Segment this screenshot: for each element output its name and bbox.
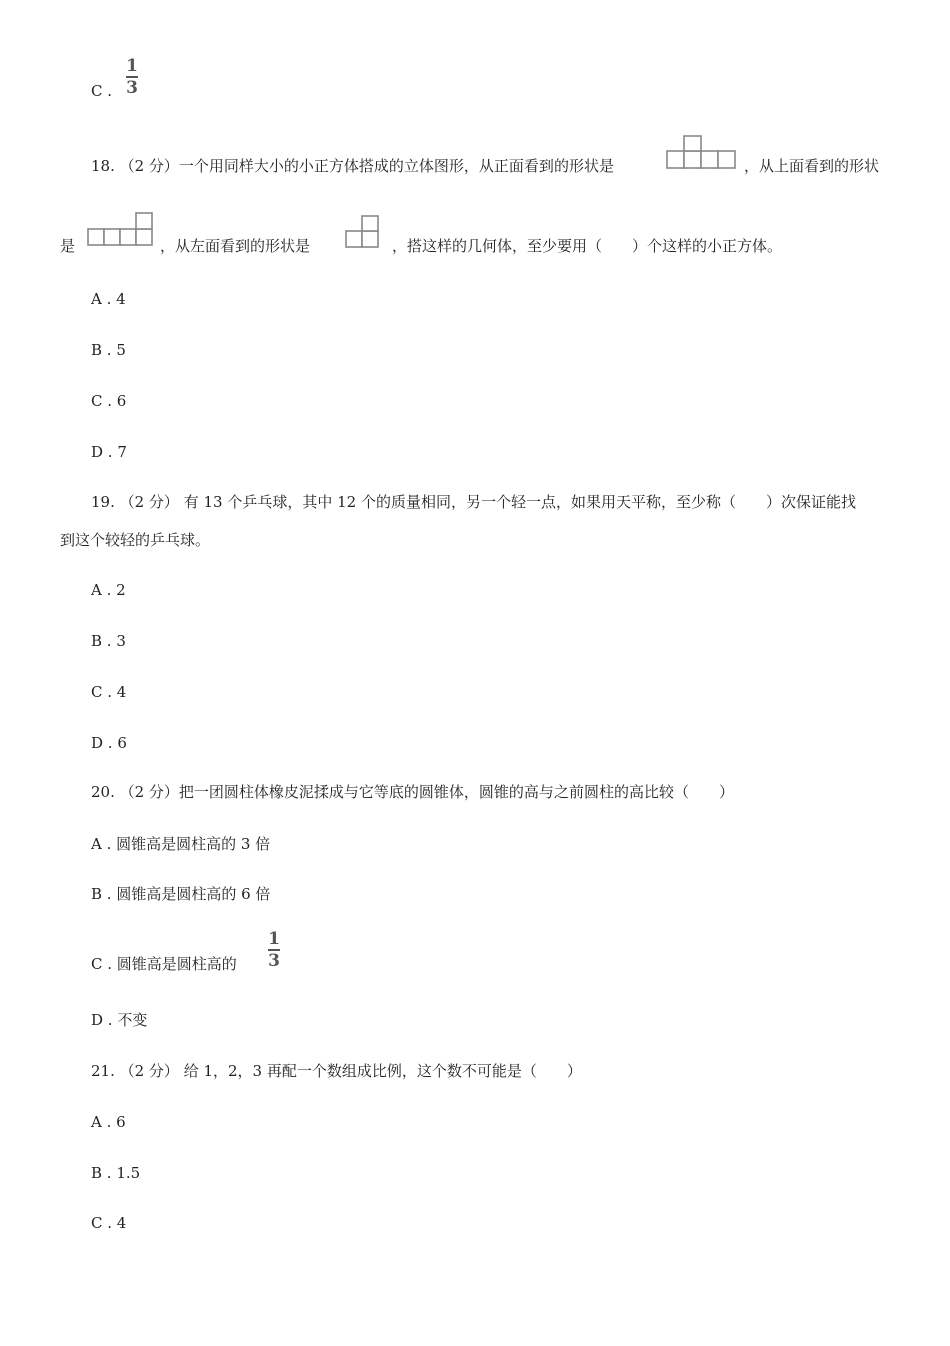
q18-option-d[interactable]: D . 7 [91,443,127,461]
option-label: C . [91,82,113,100]
q19-option-c[interactable]: C . 4 [91,683,127,701]
q21-question-text: 21. （2 分） 给 1，2，3 再配一个数组成比例，这个数不可能是（ ） [91,1062,582,1080]
q20-option-c[interactable] [91,954,237,974]
q21-option-c[interactable]: C . 4 [91,1214,127,1232]
q20-question-text: 20. （2 分）把一团圆柱体橡皮泥揉成与它等底的圆锥体，圆锥的高与之前圆柱的高比较（ ） [91,783,734,801]
q20-option-b[interactable]: B . 圆锥高是圆柱高的 6 倍 [91,885,271,903]
q18-question-text-part2: ，从上面看到的形状 [744,157,880,175]
fraction-numerator: 1 [268,929,280,949]
q19-question-text-line1: 19. （2 分） 有 13 个乒乓球，其中 12 个的质量相同，另一个轻一点，如果用天平称，至少称（ ）次保证能找 [91,493,856,511]
q21-option-b[interactable]: B . 1.5 [91,1164,141,1182]
fraction-denominator: 3 [126,77,138,98]
q18-option-b[interactable]: B . 5 [91,341,126,359]
q19-option-d[interactable]: D . 6 [91,734,127,752]
q19-option-b[interactable]: B . 3 [91,632,126,650]
q21-option-a[interactable]: A . 6 [91,1113,126,1131]
q17-option-c[interactable] [91,81,112,101]
option-text: C . 圆锥高是圆柱高的 [91,955,237,973]
front-view-figure [666,135,736,171]
q18-question-text-part3: 是 [60,237,76,255]
fraction-numerator: 1 [126,56,138,76]
q18-question-text-part1: 18. （2 分）一个用同样大小的小正方体搭成的立体图形，从正面看到的形状是 [91,157,614,175]
fraction-one-third [268,930,280,970]
q18-option-a[interactable]: A . 4 [91,290,126,308]
q20-option-d[interactable]: D . 不变 [91,1011,148,1029]
q20-option-a[interactable]: A . 圆锥高是圆柱高的 3 倍 [91,835,271,853]
fraction-denominator: 3 [268,950,280,971]
top-view-figure [86,211,154,247]
left-view-figure [344,214,380,250]
q18-question-text-part4: ，从左面看到的形状是 [160,237,311,255]
q19-question-text-line2: 到这个较轻的乒乓球。 [60,531,211,549]
q19-option-a[interactable]: A . 2 [91,581,126,599]
fraction-one-third [126,57,138,97]
q18-option-c[interactable]: C . 6 [91,392,127,410]
q18-question-text-part5: ，搭这样的几何体，至少要用（ ）个这样的小正方体。 [392,237,783,255]
